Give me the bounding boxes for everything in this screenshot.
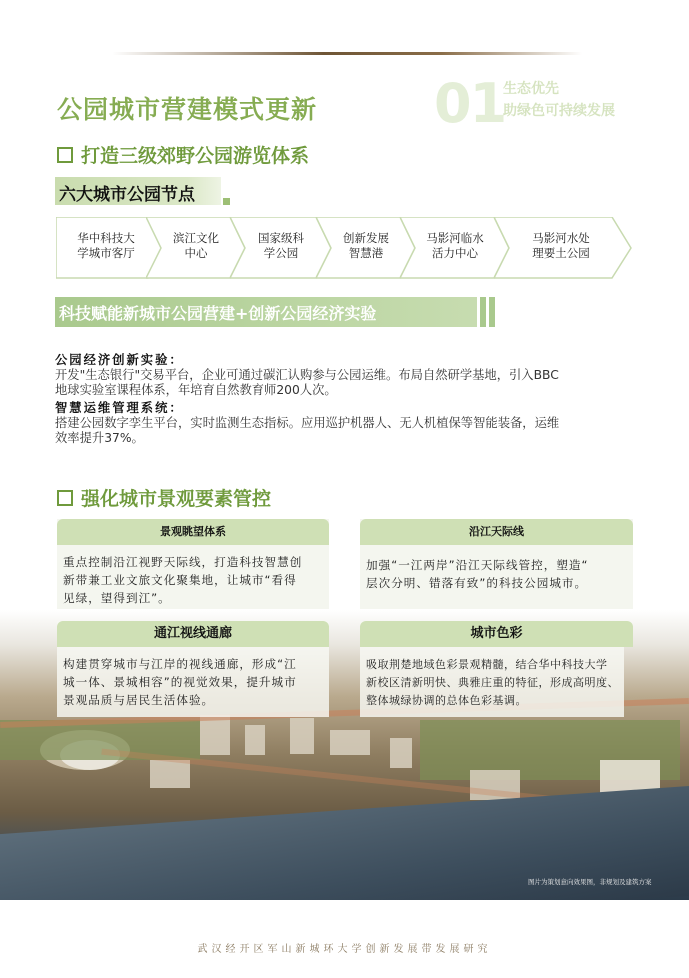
innovation-banner	[55, 297, 477, 327]
node-line-2: 学公园	[263, 246, 299, 260]
node-line-2: 智慧港	[348, 246, 384, 260]
card-line: 吸取荆楚地域色彩景观精髓，结合华中科技大学	[366, 658, 608, 671]
paragraph-heading: 公园经济创新实验：	[55, 353, 184, 367]
node-line-1: 马影河临水	[426, 231, 484, 245]
section-heading-park-system	[57, 141, 309, 168]
page-footer: 武汉经开区军山新城环大学创新发展带发展研究	[197, 944, 492, 955]
node-line-1: 创新发展	[343, 231, 389, 245]
node-line-1: 马影河水处	[532, 231, 590, 245]
card-line: 景观品质与居民生活体验。	[63, 693, 215, 707]
section-tagline	[503, 78, 615, 122]
card-title: 通江视线通廊	[57, 621, 329, 647]
section-heading-text: 打造三级郊野公园游览体系	[81, 145, 310, 167]
top-divider-line	[112, 52, 582, 55]
node-line-2: 活力中心	[432, 246, 478, 260]
node-line-1: 华中科技大	[77, 231, 135, 245]
paragraph-line: 搭建公园数字孪生平台，实时监测生态指标。应用巡护机器人、无人机植保等智能装备，运维	[55, 416, 560, 430]
nodes-title-text: 六大城市公园节点	[59, 185, 195, 205]
tagline-line-2: 助绿色可持续发展	[503, 103, 615, 119]
banner-stripe	[480, 297, 486, 327]
section-heading-text: 强化城市景观要素管控	[81, 488, 272, 510]
page-title: 公园城市营建模式更新	[57, 95, 318, 124]
card-line: 构建贯穿城市与江岸的视线通廊，形成“江	[63, 657, 297, 671]
card-line: 整体城绿协调的总体色彩基调。	[366, 694, 527, 707]
section-number: 01	[434, 72, 506, 135]
card-line: 见绿，望得到江”。	[63, 591, 171, 605]
banner-text: 科技赋能新城市公园营建+创新公园经济实验	[59, 304, 377, 323]
banner-stripe	[489, 297, 495, 327]
nodes-title-marker	[223, 198, 230, 205]
node-line-2: 学城市客厅	[77, 246, 135, 260]
card-title: 城市色彩	[360, 621, 633, 647]
paragraph-line: 地球实验室课程体系，年培育自然教育师200人次。	[55, 383, 337, 397]
card-line: 层次分明、错落有致”的科技公园城市。	[366, 576, 588, 590]
flow-node-6	[494, 217, 632, 279]
node-line-1: 国家级科	[258, 231, 304, 245]
photo-credit: 图片为策划意向效果图，非规划及建筑方案	[528, 878, 652, 886]
card-body	[63, 553, 325, 607]
nodes-title-label	[55, 177, 221, 205]
card-line: 新带兼工业文旅文化聚集地，让城市“看得	[63, 573, 297, 587]
paragraph-smart-ops	[55, 401, 635, 446]
node-line-1: 滨江文化	[173, 231, 219, 245]
paragraph-line: 效率提升37%。	[55, 431, 144, 445]
card-body	[366, 656, 634, 710]
paragraph-heading: 智慧运维管理系统：	[55, 401, 184, 415]
square-bullet-icon	[57, 490, 73, 506]
card-body	[63, 655, 325, 709]
card-line: 城一体、景城相容”的视觉效果，提升城市	[63, 675, 297, 689]
card-body	[366, 556, 630, 592]
card-title: 沿江天际线	[360, 519, 633, 545]
flow-node-label	[492, 231, 630, 261]
section-heading-landscape	[57, 484, 271, 511]
flow-node-label	[52, 231, 160, 261]
node-line-2: 理要土公园	[532, 246, 590, 260]
tagline-line-1: 生态优先	[503, 81, 559, 97]
paragraph-park-economy	[55, 353, 635, 398]
card-line: 加强“一江两岸”沿江天际线管控，塑造“	[366, 558, 589, 572]
paragraph-line: 开发"生态银行"交易平台，企业可通过碳汇认购参与公园运维。布局自然研学基地，引入BBC	[55, 368, 559, 382]
card-line: 重点控制沿江视野天际线，打造科技智慧创	[63, 555, 303, 569]
node-line-2: 中心	[184, 246, 208, 260]
card-title: 景观眺望体系	[57, 519, 329, 545]
square-bullet-icon	[57, 147, 73, 163]
card-line: 新校区清新明快、典雅庄重的特征，形成高明度、	[366, 676, 619, 689]
